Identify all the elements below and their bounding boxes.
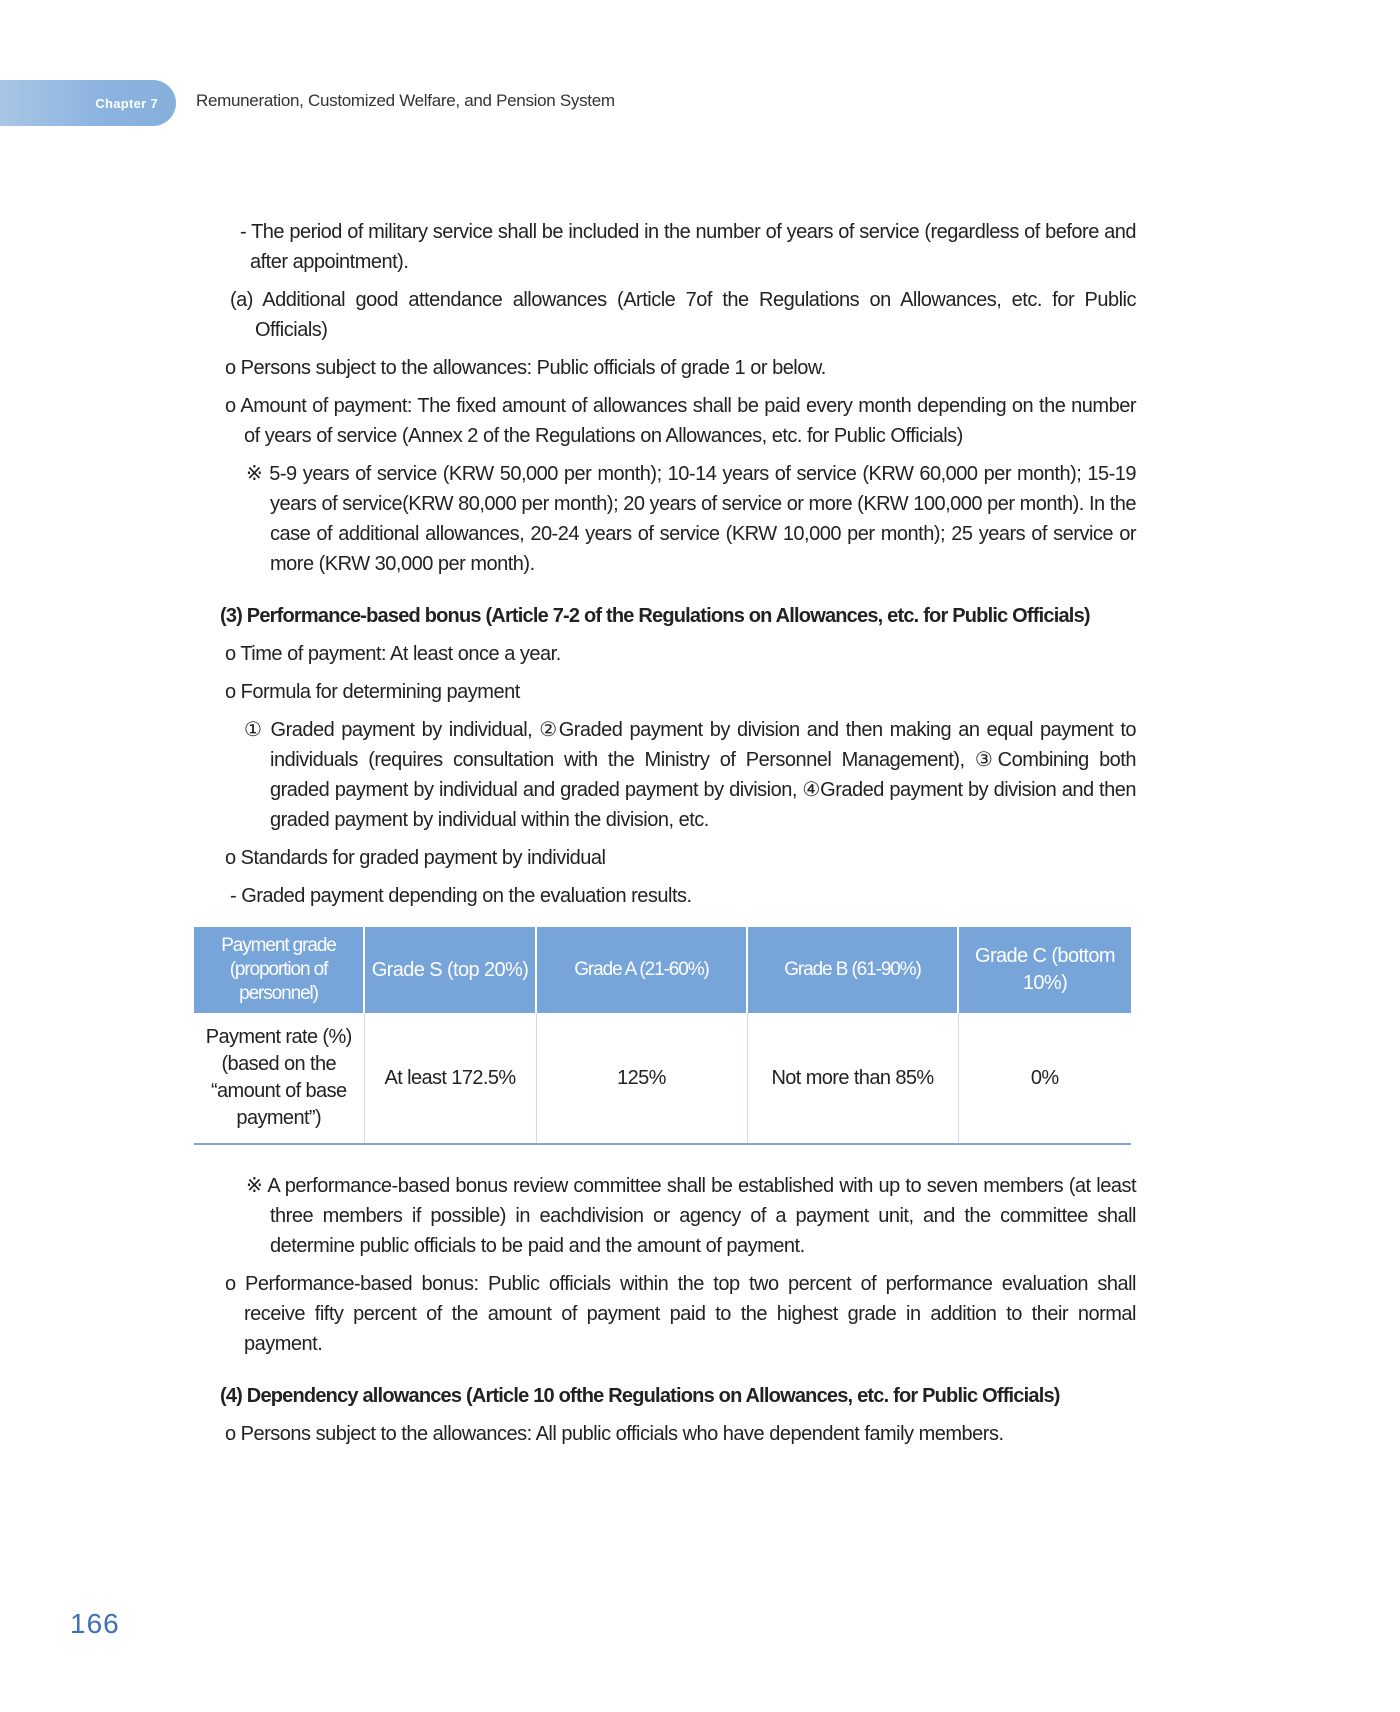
dependency-persons-subject: o Persons subject to the allowances: All public officials who have dependent family members.: [225, 1423, 1004, 1445]
performance-bonus-heading: (3) Performance-based bonus (Article 7-2 of the Regulations on Allowances, etc. for Public Officials): [220, 605, 1090, 627]
graded-payment-note: - Graded payment depending on the evaluation results.: [230, 885, 692, 907]
dependency-allowance-heading: (4) Dependency allowances (Article 10 ofthe Regulations on Allowances, etc. for Public Officials): [220, 1385, 1060, 1407]
chapter-tab: [0, 80, 176, 126]
table-cell: At least 172.5%: [364, 1013, 536, 1144]
attendance-amount-of-payment: o Amount of payment: The fixed amount of allowances shall be paid every month depending on the number of years of service (Annex 2 of the Regulations on Allowances, etc. for Public Officials): [225, 395, 1136, 447]
bonus-formula-options: ① Graded payment by individual, ②Graded payment by division and then making an equal payment to individuals (requires consultation with the Ministry of Personnel Management), ③Combining both graded payment by individual and graded payment by division, ④Graded payment by division and then graded payment by individual within the division, etc.: [244, 719, 1136, 831]
table-row: [194, 1013, 1131, 1144]
attendance-amount-note: ※ 5-9 years of service (KRW 50,000 per month); 10-14 years of service (KRW 60,000 per month); 15-19 years of service(KRW 80,000 per month); 20 years of service or more (KRW 100,000 per month). In the case of additional allowances, 20-24 years of service (KRW 10,000 per month); 25 years of service or more (KRW 30,000 per month).: [246, 463, 1136, 575]
military-service-note: - The period of military service shall be included in the number of years of service (regardless of before and after appointment).: [240, 221, 1136, 273]
page-body: [205, 217, 1136, 1449]
table-cell: 125%: [536, 1013, 747, 1144]
table-header-cell: Grade S (top 20%): [364, 927, 536, 1013]
table-header-cell: Payment grade (proportion of personnel): [194, 927, 364, 1013]
attendance-persons-subject: o Persons subject to the allowances: Public officials of grade 1 or below.: [225, 357, 826, 379]
review-committee-note: ※ A performance-based bonus review committee shall be established with up to seven members (at least three members if possible) in eachdivision or agency of a payment unit, and the committee shall determine public officials to be paid and the amount of payment.: [246, 1175, 1136, 1257]
table-header-cell: Grade C (bottom 10%): [958, 927, 1131, 1013]
attendance-allowance-heading: (a) Additional good attendance allowances (Article 7of the Regulations on Allowances, etc. for Public Officials): [230, 289, 1136, 341]
table-header-row: [194, 927, 1131, 1013]
bonus-formula-heading: o Formula for determining payment: [225, 681, 520, 703]
table-cell: Not more than 85%: [747, 1013, 958, 1144]
bonus-time-of-payment: o Time of payment: At least once a year.: [225, 643, 561, 665]
table-header-cell: Grade A (21-60%): [536, 927, 747, 1013]
table-cell: Payment rate (%) (based on the “amount of base payment”): [205, 1026, 352, 1129]
page-number: 166: [70, 1608, 120, 1639]
table-cell: 0%: [958, 1013, 1131, 1144]
top-performer-bonus: o Performance-based bonus: Public officials within the top two percent of performance evaluation shall receive fifty percent of the amount of payment paid to the highest grade in addition to their normal payment.: [225, 1273, 1136, 1355]
table-header-cell: Grade B (61-90%): [747, 927, 958, 1013]
chapter-label: Chapter 7: [95, 95, 158, 111]
chapter-title: Remuneration, Customized Welfare, and Pension System: [196, 91, 615, 110]
payment-grade-table: [194, 927, 1131, 1145]
graded-payment-standards: o Standards for graded payment by individual: [225, 847, 606, 869]
